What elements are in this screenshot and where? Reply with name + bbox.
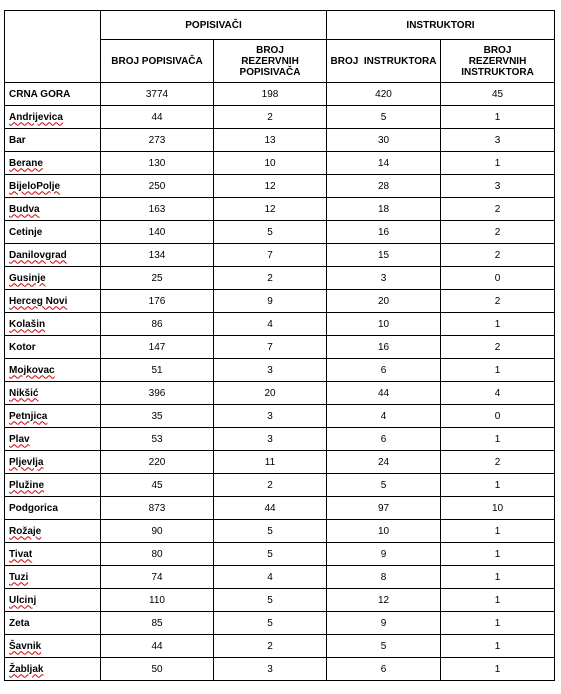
municipality-name: Danilovgrad <box>9 249 67 261</box>
table-row-total <box>5 83 555 106</box>
broj-rezervnih-popisivaca-cell: 5 <box>214 221 327 244</box>
municipality-name: Šavnik <box>9 640 42 652</box>
table-row <box>5 543 555 566</box>
broj-instruktora-cell: 15 <box>327 244 441 267</box>
broj-rezervnih-instruktora-cell: 1 <box>441 428 555 451</box>
table-row <box>5 474 555 497</box>
table-row <box>5 451 555 474</box>
broj-instruktora-cell: 9 <box>327 543 441 566</box>
municipality-name: Ulcinj <box>9 594 37 606</box>
broj-rezervnih-instruktora-cell: 2 <box>441 244 555 267</box>
municipality-name-cell <box>5 313 101 336</box>
broj-popisivaca-cell: 85 <box>101 612 214 635</box>
table-row <box>5 152 555 175</box>
broj-rezervnih-instruktora-cell: 2 <box>441 336 555 359</box>
broj-popisivaca-cell: 35 <box>101 405 214 428</box>
broj-rezervnih-popisivaca-cell: 3 <box>214 359 327 382</box>
broj-rezervnih-popisivaca-cell: 5 <box>214 612 327 635</box>
municipality-name: Tivat <box>9 548 33 560</box>
broj-rezervnih-popisivaca-cell: 5 <box>214 589 327 612</box>
header-broj-popisivaca: BROJ POPISIVAČA <box>101 40 214 83</box>
broj-rezervnih-popisivaca-cell: 13 <box>214 129 327 152</box>
table-row <box>5 313 555 336</box>
municipality-name: Andrijevica <box>9 111 63 123</box>
broj-rezervnih-instruktora-cell: 2 <box>441 290 555 313</box>
municipality-name: Bar <box>9 134 26 146</box>
broj-rezervnih-instruktora-cell: 1 <box>441 612 555 635</box>
broj-rezervnih-instruktora-cell: 0 <box>441 267 555 290</box>
table-row <box>5 520 555 543</box>
table-row <box>5 290 555 313</box>
broj-rezervnih-instruktora-cell: 1 <box>441 520 555 543</box>
municipality-name-cell <box>5 497 101 520</box>
table-row <box>5 244 555 267</box>
broj-rezervnih-instruktora-cell: 4 <box>441 382 555 405</box>
document-page <box>4 10 555 681</box>
broj-instruktora-cell: 12 <box>327 589 441 612</box>
municipality-name-cell <box>5 175 101 198</box>
broj-instruktora-cell: 6 <box>327 359 441 382</box>
municipality-name-cell <box>5 428 101 451</box>
broj-rezervnih-popisivaca-cell: 2 <box>214 267 327 290</box>
table-row <box>5 635 555 658</box>
municipality-name-cell <box>5 198 101 221</box>
broj-popisivaca-cell: 86 <box>101 313 214 336</box>
broj-rezervnih-popisivaca-cell: 5 <box>214 543 327 566</box>
municipality-name: Pljevlja <box>9 456 44 468</box>
header-broj-rezervnih-popisivaca: BROJ REZERVNIH POPISIVAČA <box>214 40 327 83</box>
header-group-popisivaci: POPISIVAČI <box>101 11 327 40</box>
broj-rezervnih-instruktora-cell: 1 <box>441 106 555 129</box>
municipality-name: Podgorica <box>9 502 58 514</box>
table-row <box>5 106 555 129</box>
broj-rezervnih-popisivaca-cell: 12 <box>214 198 327 221</box>
municipality-name: Zeta <box>9 617 30 629</box>
table-row <box>5 382 555 405</box>
municipality-name-cell <box>5 359 101 382</box>
broj-popisivaca-cell: 110 <box>101 589 214 612</box>
municipality-name: Cetinje <box>9 226 43 238</box>
broj-popisivaca-cell: 396 <box>101 382 214 405</box>
broj-rezervnih-instruktora-cell: 1 <box>441 152 555 175</box>
header-broj-instruktora: BROJ INSTRUKTORA <box>327 40 441 83</box>
table-row <box>5 336 555 359</box>
municipality-name: Tuzi <box>9 571 29 583</box>
broj-rezervnih-instruktora-cell: 1 <box>441 474 555 497</box>
broj-instruktora-cell: 6 <box>327 658 441 681</box>
table-row <box>5 175 555 198</box>
municipality-name: CRNA GORA <box>9 88 71 100</box>
broj-rezervnih-instruktora-cell: 2 <box>441 221 555 244</box>
table-row <box>5 428 555 451</box>
broj-rezervnih-popisivaca-cell: 11 <box>214 451 327 474</box>
municipality-name-cell <box>5 267 101 290</box>
broj-popisivaca-cell: 176 <box>101 290 214 313</box>
table-row <box>5 497 555 520</box>
broj-rezervnih-popisivaca-cell: 12 <box>214 175 327 198</box>
municipality-name-cell <box>5 83 101 106</box>
municipality-name: Kolašin <box>9 318 46 330</box>
broj-popisivaca-cell: 250 <box>101 175 214 198</box>
broj-rezervnih-popisivaca-cell: 2 <box>214 106 327 129</box>
broj-instruktora-cell: 10 <box>327 520 441 543</box>
broj-rezervnih-popisivaca-cell: 10 <box>214 152 327 175</box>
municipality-name-cell <box>5 566 101 589</box>
broj-rezervnih-instruktora-cell: 2 <box>441 451 555 474</box>
broj-instruktora-cell: 10 <box>327 313 441 336</box>
municipality-name: Gusinje <box>9 272 46 284</box>
municipality-name: Petnjica <box>9 410 48 422</box>
broj-rezervnih-popisivaca-cell: 2 <box>214 474 327 497</box>
broj-rezervnih-popisivaca-cell: 2 <box>214 635 327 658</box>
municipality-name: Herceg Novi <box>9 295 68 307</box>
table-row <box>5 129 555 152</box>
broj-rezervnih-popisivaca-cell: 4 <box>214 313 327 336</box>
broj-instruktora-cell: 16 <box>327 336 441 359</box>
table-row <box>5 198 555 221</box>
table-row <box>5 589 555 612</box>
broj-instruktora-cell: 5 <box>327 635 441 658</box>
broj-popisivaca-cell: 53 <box>101 428 214 451</box>
broj-popisivaca-cell: 140 <box>101 221 214 244</box>
municipality-name-cell <box>5 106 101 129</box>
broj-instruktora-cell: 14 <box>327 152 441 175</box>
broj-instruktora-cell: 8 <box>327 566 441 589</box>
broj-popisivaca-cell: 44 <box>101 106 214 129</box>
broj-instruktora-cell: 20 <box>327 290 441 313</box>
broj-instruktora-cell: 16 <box>327 221 441 244</box>
broj-popisivaca-cell: 74 <box>101 566 214 589</box>
broj-rezervnih-instruktora-cell: 0 <box>441 405 555 428</box>
header-group-instruktori: INSTRUKTORI <box>327 11 555 40</box>
table-row <box>5 221 555 244</box>
table-row <box>5 359 555 382</box>
broj-rezervnih-popisivaca-cell: 4 <box>214 566 327 589</box>
municipality-name: Nikšić <box>9 387 39 399</box>
municipality-name-cell <box>5 382 101 405</box>
municipality-name-cell <box>5 152 101 175</box>
broj-instruktora-cell: 97 <box>327 497 441 520</box>
broj-rezervnih-popisivaca-cell: 5 <box>214 520 327 543</box>
header-corner-cell <box>5 11 101 83</box>
municipality-name-cell <box>5 635 101 658</box>
broj-rezervnih-instruktora-cell: 1 <box>441 543 555 566</box>
municipality-name: BijeloPolje <box>9 180 61 192</box>
broj-popisivaca-cell: 873 <box>101 497 214 520</box>
broj-popisivaca-cell: 25 <box>101 267 214 290</box>
broj-rezervnih-instruktora-cell: 1 <box>441 658 555 681</box>
broj-rezervnih-popisivaca-cell: 7 <box>214 336 327 359</box>
table-row <box>5 658 555 681</box>
broj-popisivaca-cell: 273 <box>101 129 214 152</box>
municipality-name-cell <box>5 474 101 497</box>
municipality-name-cell <box>5 451 101 474</box>
broj-instruktora-cell: 24 <box>327 451 441 474</box>
municipality-name: Plužine <box>9 479 45 491</box>
municipality-name-cell <box>5 658 101 681</box>
table-row <box>5 405 555 428</box>
broj-rezervnih-instruktora-cell: 1 <box>441 359 555 382</box>
table-header-group-row <box>5 11 555 40</box>
municipality-name-cell <box>5 129 101 152</box>
broj-instruktora-cell: 6 <box>327 428 441 451</box>
broj-rezervnih-popisivaca-cell: 20 <box>214 382 327 405</box>
broj-instruktora-cell: 18 <box>327 198 441 221</box>
broj-rezervnih-popisivaca-cell: 9 <box>214 290 327 313</box>
broj-rezervnih-popisivaca-cell: 44 <box>214 497 327 520</box>
municipality-name: Berane <box>9 157 43 169</box>
broj-instruktora-cell: 44 <box>327 382 441 405</box>
broj-rezervnih-instruktora-cell: 3 <box>441 129 555 152</box>
municipality-name: Mojkovac <box>9 364 55 376</box>
broj-popisivaca-cell: 220 <box>101 451 214 474</box>
municipality-name-cell <box>5 589 101 612</box>
municipality-name-cell <box>5 336 101 359</box>
header-broj-rezervnih-instruktora: BROJ REZERVNIH INSTRUKTORA <box>441 40 555 83</box>
broj-rezervnih-popisivaca-cell: 198 <box>214 83 327 106</box>
municipality-name: Plav <box>9 433 30 445</box>
municipality-name: Budva <box>9 203 40 215</box>
broj-instruktora-cell: 3 <box>327 267 441 290</box>
municipality-name-cell <box>5 520 101 543</box>
municipality-name-cell <box>5 221 101 244</box>
municipality-name: Kotor <box>9 341 36 353</box>
municipality-name: Rožaje <box>9 525 42 537</box>
municipality-name-cell <box>5 244 101 267</box>
municipality-name-cell <box>5 612 101 635</box>
municipality-name-cell <box>5 543 101 566</box>
broj-rezervnih-instruktora-cell: 2 <box>441 198 555 221</box>
broj-rezervnih-instruktora-cell: 1 <box>441 566 555 589</box>
broj-instruktora-cell: 420 <box>327 83 441 106</box>
municipality-name: Žabljak <box>9 663 44 675</box>
broj-popisivaca-cell: 147 <box>101 336 214 359</box>
broj-popisivaca-cell: 44 <box>101 635 214 658</box>
broj-rezervnih-instruktora-cell: 1 <box>441 313 555 336</box>
broj-rezervnih-popisivaca-cell: 3 <box>214 658 327 681</box>
broj-instruktora-cell: 5 <box>327 474 441 497</box>
table-row <box>5 267 555 290</box>
broj-rezervnih-instruktora-cell: 10 <box>441 497 555 520</box>
broj-popisivaca-cell: 90 <box>101 520 214 543</box>
broj-instruktora-cell: 9 <box>327 612 441 635</box>
census-staff-table <box>4 10 555 681</box>
broj-instruktora-cell: 28 <box>327 175 441 198</box>
broj-rezervnih-instruktora-cell: 45 <box>441 83 555 106</box>
broj-rezervnih-popisivaca-cell: 3 <box>214 428 327 451</box>
broj-instruktora-cell: 30 <box>327 129 441 152</box>
broj-rezervnih-instruktora-cell: 1 <box>441 589 555 612</box>
table-row <box>5 566 555 589</box>
broj-instruktora-cell: 4 <box>327 405 441 428</box>
broj-rezervnih-popisivaca-cell: 7 <box>214 244 327 267</box>
broj-rezervnih-instruktora-cell: 3 <box>441 175 555 198</box>
broj-popisivaca-cell: 163 <box>101 198 214 221</box>
municipality-name-cell <box>5 405 101 428</box>
broj-popisivaca-cell: 3774 <box>101 83 214 106</box>
broj-popisivaca-cell: 45 <box>101 474 214 497</box>
broj-popisivaca-cell: 50 <box>101 658 214 681</box>
broj-rezervnih-instruktora-cell: 1 <box>441 635 555 658</box>
broj-popisivaca-cell: 80 <box>101 543 214 566</box>
broj-rezervnih-popisivaca-cell: 3 <box>214 405 327 428</box>
broj-popisivaca-cell: 51 <box>101 359 214 382</box>
municipality-name-cell <box>5 290 101 313</box>
broj-popisivaca-cell: 134 <box>101 244 214 267</box>
broj-popisivaca-cell: 130 <box>101 152 214 175</box>
broj-instruktora-cell: 5 <box>327 106 441 129</box>
table-row <box>5 612 555 635</box>
